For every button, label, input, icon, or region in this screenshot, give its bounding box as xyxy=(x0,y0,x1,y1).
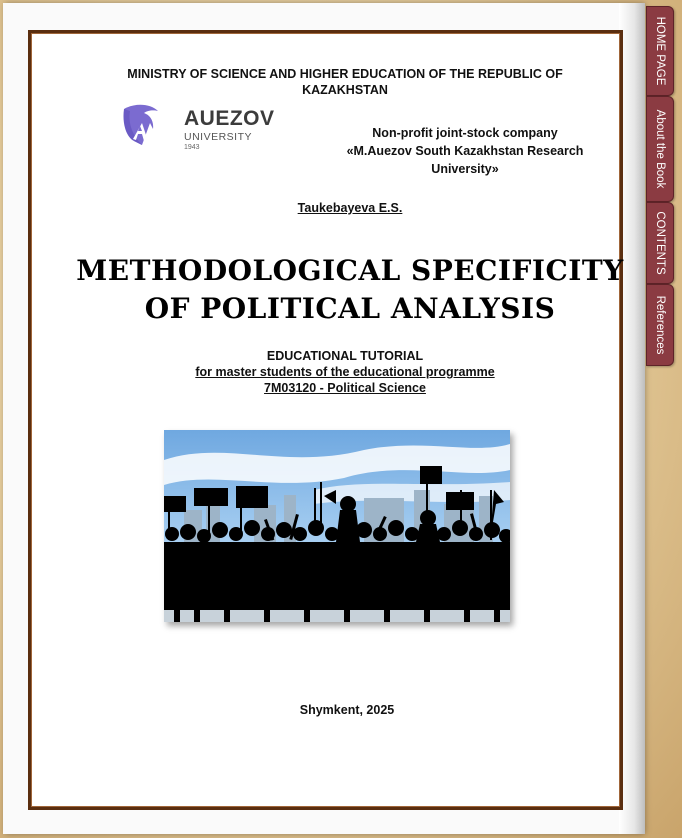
city-year: Shymkent, 2025 xyxy=(299,703,395,717)
university-emblem-icon xyxy=(120,101,172,153)
tab-references-label: References xyxy=(654,295,666,355)
tab-home-page[interactable] xyxy=(646,6,674,96)
logo-year: 1943 xyxy=(184,144,200,151)
company-line-2: «M.Auezov South Kazakhstan Research University» xyxy=(346,144,584,176)
tab-home-page-label: HOME PAGE xyxy=(654,16,666,86)
subtitle-programme: 7M03120 - Political Science xyxy=(264,381,426,395)
ministry-heading: MINISTRY OF SCIENCE AND HIGHER EDUCATION OF THE REPUBLIC OF KAZAKHSTAN xyxy=(127,67,563,97)
subtitle-type: EDUCATIONAL TUTORIAL xyxy=(266,349,424,363)
company-line-1: Non-profit joint-stock company xyxy=(372,126,558,140)
tab-contents-label: CONTENTS xyxy=(654,211,666,275)
university-logo xyxy=(120,101,290,153)
author-name: Taukebayeva E.S. xyxy=(297,201,403,215)
company-name xyxy=(320,124,610,178)
protest-crowd-image xyxy=(164,430,510,622)
tab-contents[interactable] xyxy=(646,202,674,284)
tab-about-book-label: About the Book xyxy=(654,109,666,189)
subtitle-audience: for master students of the educational programme xyxy=(195,365,495,379)
book-title: METHODOLOGICAL SPECIFICITY OF POLITICAL ANALYSIS xyxy=(76,254,624,325)
tab-about-book[interactable] xyxy=(646,96,674,202)
protest-illustration xyxy=(164,430,510,622)
book-subtitle xyxy=(120,348,570,396)
logo-wordmark: AUEZOV xyxy=(184,107,275,130)
logo-university: UNIVERSITY xyxy=(184,131,253,143)
tab-references[interactable] xyxy=(646,284,674,366)
